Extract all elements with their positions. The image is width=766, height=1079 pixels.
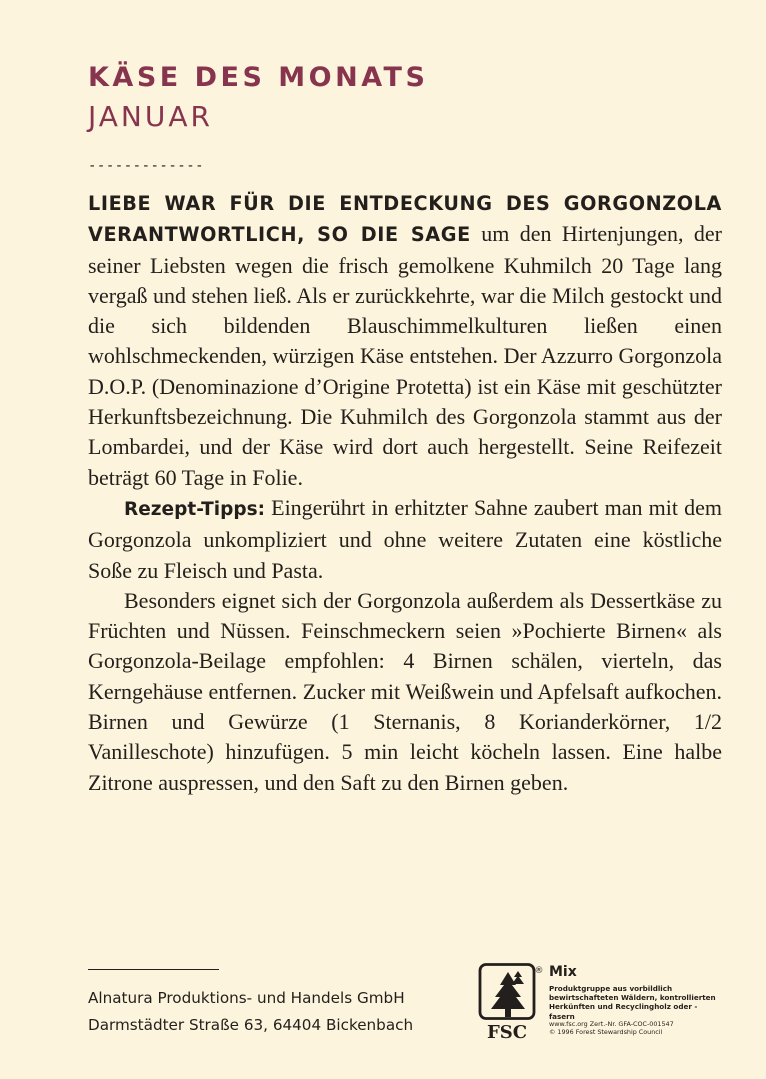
fsc-copyright-line: © 1996 Forest Stewardship Council	[549, 1028, 663, 1037]
tips-text: Eingerührt in erhitzter Sahne zaubert man mit dem Gorgonzola unkompliziert und ohne weitere Zutaten eine köstliche Soße zu Fleisch und Pasta.	[88, 494, 722, 583]
dessert-paragraph: Besonders eignet sich der Gorgonzola außerdem als Dessertkäse zu Früchten und Nüssen. Feinschmeckern seien »Pochierte Birnen« als Gorgonzola-Beilage empfohlen: 4 Birnen schälen, vierteln, das Kerngehäuse entfernen. Zucker mit Weißwein und Apfelsaft aufkochen. Birnen und Gewürze (1 Sternanis, 8 Korianderkörner, 1/2 Vanilleschote) hinzufügen. 5 min leicht köcheln lassen. Eine halbe Zitrone auspressen, und den Saft zu den Birnen geben.	[88, 587, 722, 795]
article-body	[88, 188, 722, 798]
lead-text: LIEBE WAR FÜR DIE ENTDECKUNG DES GORGONZOLA VERANTWORTLICH, SO DIE SAGE	[88, 192, 722, 247]
registered-mark: ®	[534, 966, 544, 976]
fsc-description: Produktgruppe aus vorbildlich bewirtschafteten Wäldern, kontrollierten Herkünften und Recyclingholz oder -fasern	[549, 984, 716, 1021]
fsc-mix-label: Mix	[549, 964, 577, 980]
company-name: Alnatura Produktions- und Handels GmbH	[88, 989, 405, 1007]
tips-paragraph	[88, 493, 722, 586]
intro-text: um den Hirtenjungen, der seiner Liebsten wegen die frisch gemolkene Kuhmilch 20 Tage lang vergaß und stehen ließ. Als er zurückkehrte, war die Milch gestockt und die sich bildenden Blauschimmelkulturen ließen einen wohlschmeckenden, würzigen Käse entstehen. Der Azzurro Gorgonzola D.O.P. (Denominazione d’Origine Protetta) ist ein Käse mit geschützter Herkunftsbezeichnung. Die Kuhmilch des Gorgonzola stammt aus der Lombardei, und der Käse wird dort auch hergestellt. Seine Reifezeit beträgt 60 Tage in Folie.	[88, 221, 722, 490]
company-address: Darmstädter Straße 63, 64404 Bickenbach	[88, 1016, 414, 1034]
page-subtitle: JANUAR	[88, 100, 213, 133]
footer-divider	[88, 969, 219, 970]
fsc-logo-icon	[478, 963, 546, 1043]
tips-label: Rezept-Tipps:	[124, 498, 266, 520]
fsc-logo-text: FSC	[486, 1022, 528, 1043]
page-title: KÄSE DES MONATS	[88, 62, 429, 93]
fsc-meta	[549, 1020, 674, 1036]
dashed-divider: -------------	[88, 158, 205, 174]
intro-paragraph	[88, 188, 722, 493]
fsc-website-line: www.fsc.org Zert.-Nr. GFA-COC-001547	[549, 1020, 674, 1028]
footer-address-block	[88, 985, 413, 1039]
